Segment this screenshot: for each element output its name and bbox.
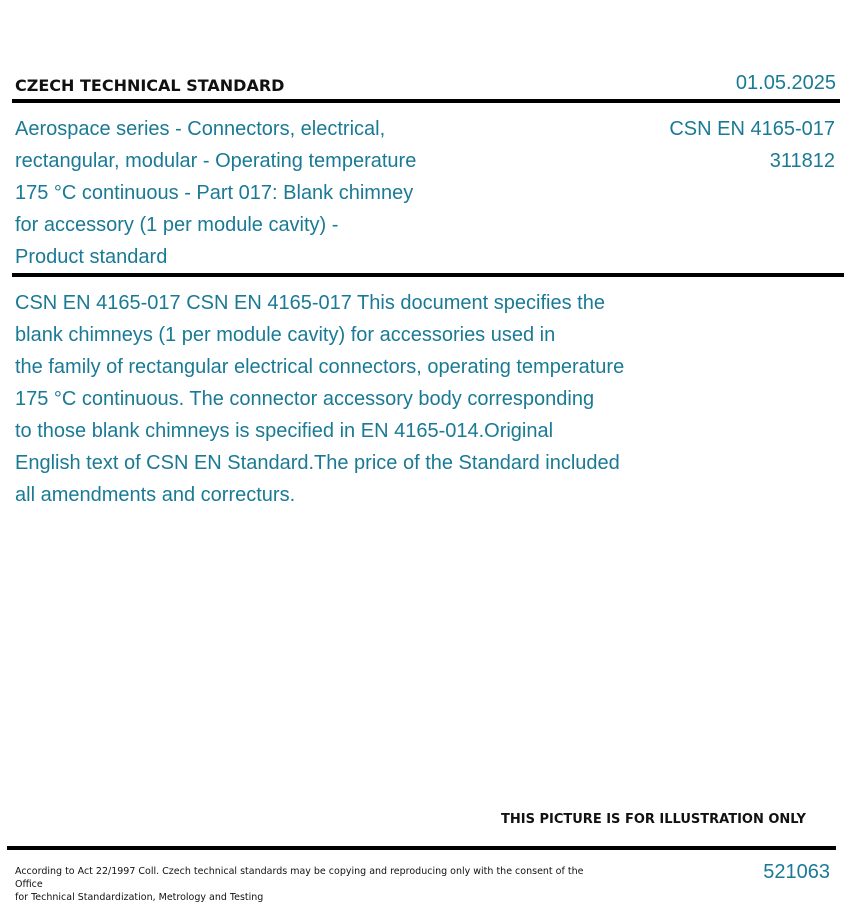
standard-number: CSN EN 4165-017	[669, 118, 835, 140]
document-description: CSN EN 4165-017 CSN EN 4165-017 This document specifies the blank chimneys (1 per module cavity) for accessories used in the family of rectangular electrical connectors, operating temperature 175 °C continuous. The connector accessory body corresponding to those blank chimneys is specified in EN 4165-014.Original English text of CSN EN Standard.The price of the Standard included all amendments and correcturs.	[15, 292, 625, 506]
footer-divider	[7, 846, 836, 850]
standard-title: Aerospace series - Connectors, electrical, rectangular, modular - Operating temperature 175 °C continuous - Part 017: Blank chimney for accessory (1 per module cavity) - Product standard	[15, 118, 417, 268]
catalog-code: 521063	[763, 861, 830, 883]
illustration-disclaimer: THIS PICTURE IS FOR ILLUSTRATION ONLY	[501, 812, 806, 827]
legal-notice: According to Act 22/1997 Coll. Czech technical standards may be copying and reproducing only with the consent of the Office for Technical Standardization, Metrology and Testing	[15, 866, 584, 903]
header-divider	[12, 99, 840, 103]
publication-date: 01.05.2025	[735, 72, 836, 94]
title-divider	[12, 273, 844, 277]
document-type-title: CZECH TECHNICAL STANDARD	[15, 76, 285, 95]
classification-code: 311812	[769, 150, 835, 172]
